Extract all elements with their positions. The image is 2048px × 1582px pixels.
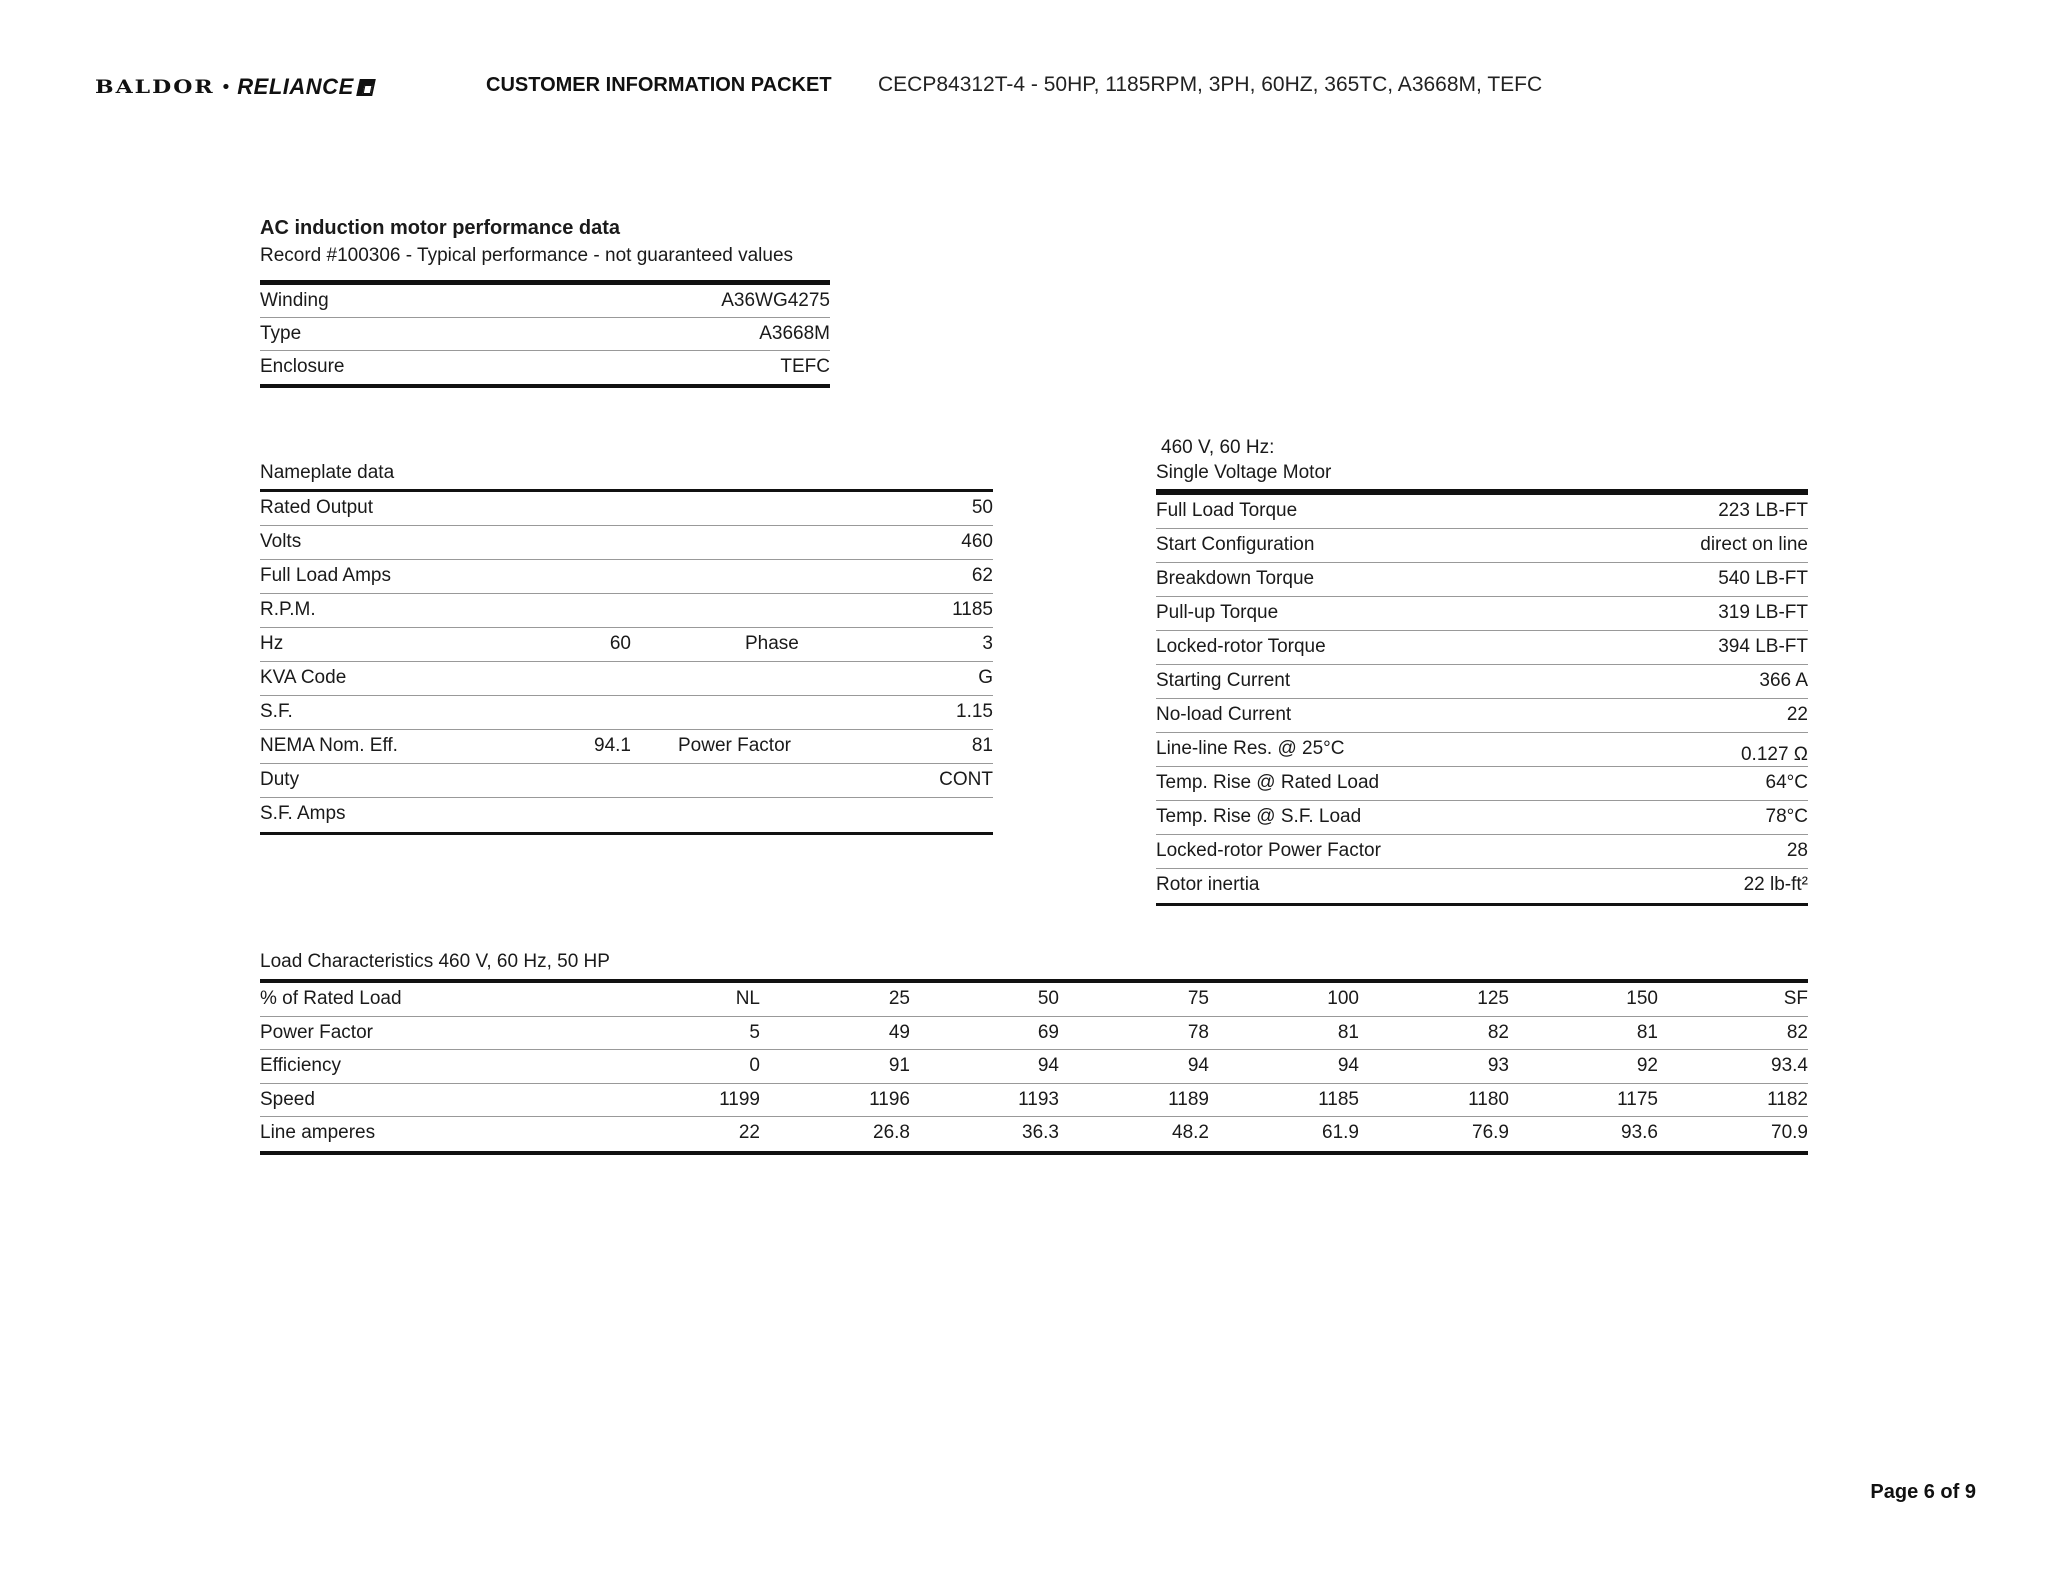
table-row (260, 662, 993, 696)
row-value: 62 (971, 565, 993, 586)
reliance-mark-icon (356, 79, 376, 96)
row-value: 22 lb-ft² (1743, 874, 1808, 895)
brand-logo-baldor: BALDOR (95, 75, 215, 99)
column-header: 25 (888, 988, 910, 1009)
row-value: CONT (939, 769, 993, 790)
table-cell: 1193 (1018, 1088, 1059, 1110)
row-label: Rotor inertia (1156, 874, 1260, 895)
row-label: % of Rated Load (260, 988, 402, 1009)
row-label: KVA Code (260, 667, 347, 688)
row-value: 78°C (1765, 806, 1808, 827)
table-cell: 1182 (1767, 1088, 1808, 1110)
table-cell: 61.9 (1322, 1122, 1359, 1143)
section-subtitle: Record #100306 - Typical performance - not guaranteed values (260, 245, 794, 266)
row-label: NEMA Nom. Eff. (260, 735, 398, 756)
table-cell: 94 (1337, 1055, 1359, 1076)
column-header: 100 (1327, 988, 1359, 1009)
row-label: Volts (260, 531, 302, 552)
nameplate-caption: Nameplate data (260, 462, 395, 483)
table-row (260, 730, 993, 764)
table-cell: 5 (749, 1021, 760, 1043)
table-row (260, 1117, 1808, 1151)
row-value: 366 A (1759, 670, 1808, 691)
row-value: 22 (1786, 704, 1808, 725)
nameplate-table (260, 489, 993, 835)
row-mid-label: Power Factor (678, 735, 791, 756)
row-label: Power Factor (260, 1021, 373, 1043)
table-cell: 92 (1636, 1055, 1658, 1076)
table-cell: 1199 (719, 1088, 760, 1110)
table-cell: 82 (1487, 1021, 1509, 1043)
table-row (1156, 801, 1808, 835)
row-label: Locked-rotor Torque (1156, 636, 1326, 657)
table-cell: 1180 (1468, 1088, 1509, 1110)
page-number: Page 6 of 9 (1870, 1481, 1976, 1503)
table-cell: 94 (1037, 1055, 1059, 1076)
row-value: 223 LB-FT (1718, 500, 1808, 521)
row-label: Speed (260, 1088, 315, 1110)
table-row (1156, 665, 1808, 699)
row-label: R.P.M. (260, 599, 316, 620)
row-mid-label: Phase (745, 633, 799, 654)
table-row (260, 492, 993, 526)
table-row (260, 1017, 1808, 1051)
table-row (1156, 767, 1808, 801)
row-label: Temp. Rise @ S.F. Load (1156, 806, 1362, 827)
row-label: Efficiency (260, 1055, 341, 1076)
row-value: 394 LB-FT (1718, 636, 1808, 657)
table-cell: 93.4 (1771, 1055, 1808, 1076)
row-mid-value: 60 (609, 633, 631, 654)
load-characteristics-caption: Load Characteristics 460 V, 60 Hz, 50 HP (260, 951, 610, 972)
table-cell: 1189 (1168, 1088, 1209, 1110)
row-value: direct on line (1700, 534, 1808, 555)
column-header: 50 (1037, 988, 1059, 1009)
table-row (1156, 733, 1808, 767)
table-row (260, 594, 993, 628)
table-row (1156, 699, 1808, 733)
table-row (260, 628, 993, 662)
column-header: 125 (1477, 988, 1509, 1009)
table-row (1156, 631, 1808, 665)
table-row (260, 526, 993, 560)
row-label: Line amperes (260, 1122, 376, 1143)
brand-logo-reliance: RELIANCE (237, 74, 354, 99)
table-cell: 1196 (869, 1088, 910, 1110)
table-cell: 48.2 (1172, 1122, 1209, 1143)
table-cell: 91 (888, 1055, 910, 1076)
row-label: Locked-rotor Power Factor (1156, 840, 1381, 861)
table-cell: 93.6 (1621, 1122, 1658, 1143)
load-characteristics-table (260, 979, 1808, 1155)
table-cell: 26.8 (873, 1122, 910, 1143)
row-label: S.F. (260, 701, 293, 722)
table-cell: 36.3 (1022, 1122, 1059, 1143)
table-cell: 69 (1037, 1021, 1059, 1043)
column-header: SF (1783, 988, 1808, 1009)
table-cell: 94 (1187, 1055, 1209, 1076)
row-label: Breakdown Torque (1156, 568, 1315, 589)
row-value: 28 (1786, 840, 1808, 861)
table-row (260, 764, 993, 798)
table-cell: 93 (1487, 1055, 1509, 1076)
row-label: Rated Output (260, 497, 374, 518)
table-row (1156, 835, 1808, 869)
table-row (260, 696, 993, 730)
row-label: Line-line Res. @ 25°C (1156, 738, 1345, 759)
table-row (1156, 529, 1808, 563)
column-header: NL (735, 988, 760, 1009)
section-title: AC induction motor performance data (260, 217, 621, 239)
performance-info-table (260, 280, 830, 388)
table-cell: 0 (749, 1055, 760, 1076)
table-cell: 76.9 (1472, 1122, 1509, 1143)
row-label: Full Load Amps (260, 565, 391, 586)
table-row (260, 1050, 1808, 1084)
row-value: 64°C (1765, 772, 1808, 793)
row-value: 0.127 Ω (1740, 744, 1808, 765)
table-row (260, 1084, 1808, 1118)
row-label: Enclosure (260, 356, 345, 377)
row-label: S.F. Amps (260, 803, 346, 824)
table-cell: 78 (1187, 1021, 1209, 1043)
table-cell: 81 (1337, 1021, 1359, 1043)
table-cell: 82 (1786, 1021, 1808, 1043)
row-value: 3 (982, 633, 993, 654)
table-row (1156, 563, 1808, 597)
row-label: No-load Current (1156, 704, 1292, 725)
table-row (260, 798, 993, 832)
table-cell: 81 (1636, 1021, 1658, 1043)
column-header: 75 (1187, 988, 1209, 1009)
brand-logo (95, 72, 374, 102)
row-value: G (978, 667, 993, 688)
specs-caption-motor: Single Voltage Motor (1156, 462, 1332, 483)
row-value: 1185 (952, 599, 993, 620)
row-label: Type (260, 323, 302, 344)
row-value: 540 LB-FT (1718, 568, 1808, 589)
table-cell: 1175 (1617, 1088, 1658, 1110)
row-label: Starting Current (1156, 670, 1291, 691)
table-cell: 22 (738, 1122, 760, 1143)
table-row (1156, 597, 1808, 631)
table-cell: 1185 (1318, 1088, 1359, 1110)
row-value: TEFC (780, 356, 830, 377)
row-label: Temp. Rise @ Rated Load (1156, 772, 1380, 793)
table-row (260, 560, 993, 594)
row-label: Full Load Torque (1156, 500, 1298, 521)
row-label: Winding (260, 290, 329, 311)
motor-specs-table (1156, 489, 1808, 906)
row-label: Hz (260, 633, 284, 654)
row-value: A3668M (759, 323, 830, 344)
brand-logo-separator: • (220, 76, 232, 98)
row-mid-value: 94.1 (594, 735, 631, 756)
row-label: Start Configuration (1156, 534, 1315, 555)
row-value: 50 (971, 497, 993, 518)
table-row (260, 351, 830, 384)
table-row (260, 318, 830, 351)
specs-caption-voltage: 460 V, 60 Hz: (1161, 437, 1275, 458)
row-label: Pull-up Torque (1156, 602, 1279, 623)
column-header: 150 (1626, 988, 1658, 1009)
row-value: 460 (961, 531, 993, 552)
row-label: Duty (260, 769, 300, 790)
table-header-row (260, 983, 1808, 1017)
table-row (1156, 495, 1808, 529)
document-title: CUSTOMER INFORMATION PACKET (486, 74, 832, 96)
row-value: A36WG4275 (721, 290, 830, 311)
table-row (260, 285, 830, 318)
product-description: CECP84312T-4 - 50HP, 1185RPM, 3PH, 60HZ, 365TC, A3668M, TEFC (878, 73, 1543, 96)
row-value: 319 LB-FT (1718, 602, 1808, 623)
table-cell: 70.9 (1771, 1122, 1808, 1143)
row-value: 1.15 (956, 701, 993, 722)
row-value: 81 (971, 735, 993, 756)
table-row (1156, 869, 1808, 903)
table-cell: 49 (888, 1021, 910, 1043)
